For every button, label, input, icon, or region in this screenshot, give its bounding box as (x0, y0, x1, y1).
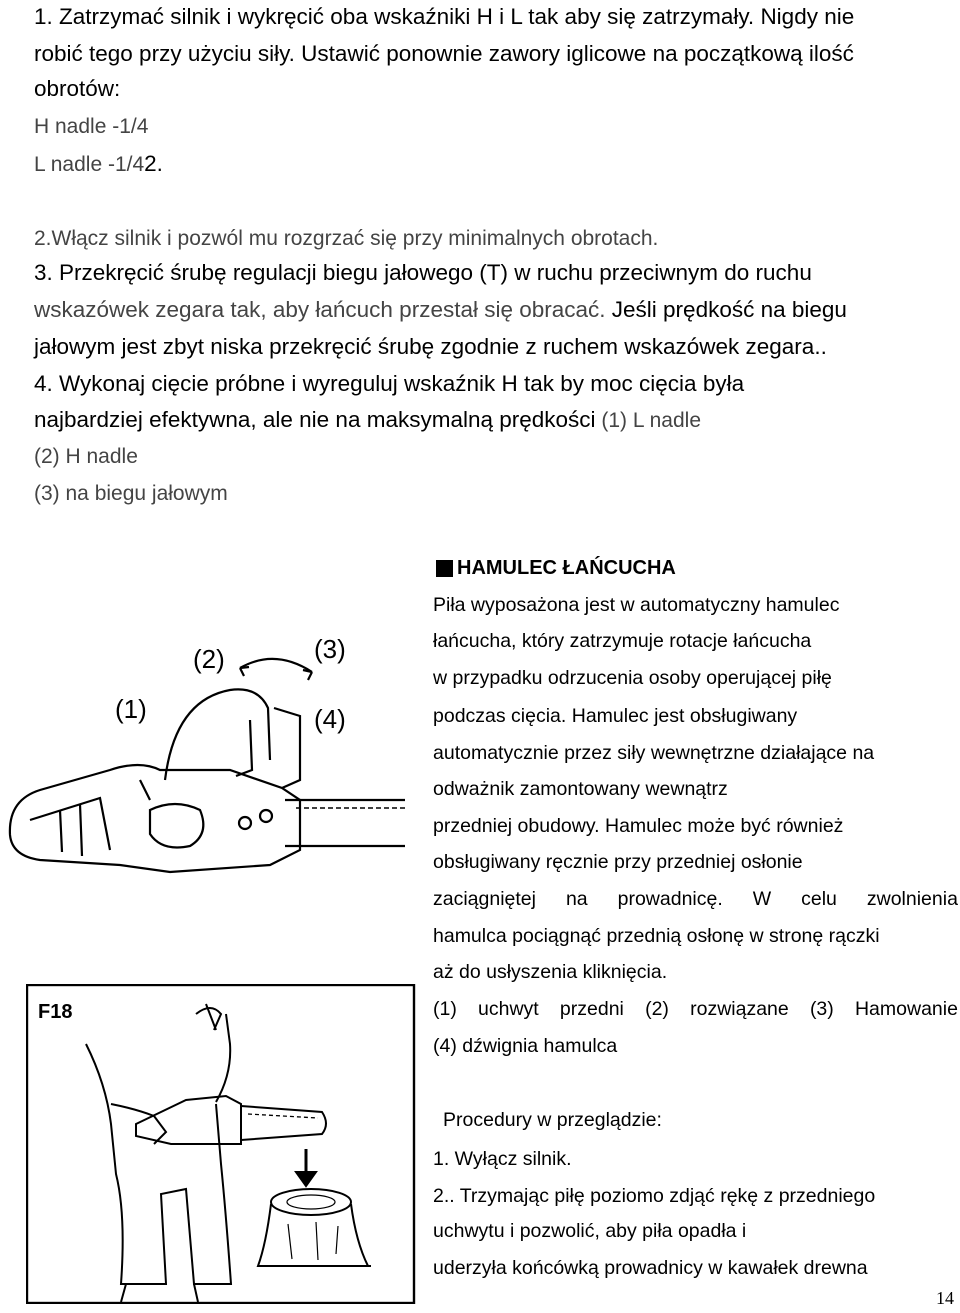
chain-brake-heading (436, 555, 676, 581)
f18-label: F18 (38, 1001, 73, 1023)
step3-line2a: wskazówek zegara tak, aby łańcuch przestał się obracać. (34, 297, 606, 322)
figure-label-2: (2) (193, 644, 225, 674)
word: (1) (433, 998, 457, 1020)
brake-line: łańcucha, który zatrzymuje rotacje łańcucha (433, 630, 812, 652)
legend-idle: (3) na biegu jałowym (34, 482, 228, 505)
word: przedni (559, 998, 624, 1020)
figure-label-3: (3) (314, 634, 346, 664)
procedure-step: uchwytu i pozwolić, aby piła opadła i (433, 1220, 747, 1242)
word: celu (801, 888, 837, 910)
step3-line3: jałowym jest zbyt niska przekręcić śrubę zgodnie z ruchem wskazówek zegara.. (34, 334, 827, 359)
legend-h-nadle: (2) H nadle (34, 445, 138, 468)
step3-line1: 3. Przekręcić śrubę regulacji biegu jałowego (T) w ruchu przeciwnym do ruchu (34, 260, 812, 285)
brake-line: przedniej obudowy. Hamulec może być również (433, 815, 844, 837)
h-nadle-setting: H nadle -1/4 (34, 115, 149, 138)
word: (3) (809, 998, 834, 1020)
brake-line: hamulca pociągnąć przednią osłonę w stronę rączki (433, 925, 880, 947)
l-nadle-text: L nadle -1/4 (34, 153, 145, 176)
l-nadle-suffix: 2. (144, 151, 163, 176)
step3-line2b: Jeśli prędkość na biegu (605, 297, 847, 322)
figure-label-4: (4) (314, 704, 346, 734)
step4-line1: 4. Wykonaj cięcie próbne i wyreguluj wskaźnik H tak by moc cięcia była (34, 371, 745, 396)
page-number: 14 (936, 1288, 954, 1308)
word: W (752, 888, 772, 910)
procedure-heading: Procedury w przeglądzie: (443, 1109, 662, 1131)
word: zwolnienia (866, 888, 958, 910)
brake-line: podczas cięcia. Hamulec jest obsługiwany (433, 705, 798, 727)
step1-line1: 1. Zatrzymać silnik i wykręcić oba wskaźniki H i L tak aby się zatrzymały. Nigdy nie (34, 4, 855, 29)
brake-line: automatycznie przez siły wewnętrzne działające na (433, 742, 875, 764)
word: (2) (645, 998, 669, 1020)
brake-line: obsługiwany ręcznie przy przedniej osłonie (433, 851, 803, 873)
square-bullet-icon (436, 560, 453, 577)
chain-brake-title: HAMULEC ŁAŃCUCHA (457, 557, 676, 579)
word: rozwiązane (690, 998, 789, 1020)
step4-line2 (34, 407, 701, 434)
procedure-step: 1. Wyłącz silnik. (433, 1148, 572, 1170)
step2-line: 2.Włącz silnik i pozwól mu rozgrzać się przy minimalnych obrotach. (34, 227, 659, 250)
brake-line-justified (433, 886, 958, 912)
step3-line2 (34, 297, 847, 323)
word: na (565, 888, 588, 910)
procedure-step: uderzyła końcówką prowadnicy w kawałek drewna (433, 1257, 868, 1279)
brake-parts-legend (433, 996, 958, 1022)
brake-legend-last: (4) dźwignia hamulca (433, 1035, 618, 1057)
brake-line: aż do usłyszenia kliknięcia. (433, 961, 668, 983)
figure-label-1: (1) (115, 694, 147, 724)
step1-line2: robić tego przy użyciu siły. Ustawić ponownie zawory iglicowe na początkową ilość (34, 41, 854, 66)
word: Hamowanie (854, 998, 958, 1020)
word: prowadnicę. (617, 888, 723, 910)
step4-line2b: (1) L nadle (595, 409, 701, 432)
step1-line3: obrotów: (34, 76, 121, 101)
chain-brake-figure (0, 620, 410, 950)
brake-line: odważnik zamontowany wewnątrz (433, 778, 728, 800)
f18-figure (26, 984, 416, 1304)
l-nadle-setting (34, 151, 163, 178)
word: uchwyt (478, 998, 539, 1020)
brake-line: Piła wyposażona jest w automatyczny hamulec (433, 594, 840, 616)
brake-line: w przypadku odrzucenia osoby operującej piłę (433, 667, 832, 689)
step4-line2a: najbardziej efektywna, ale nie na maksymalną prędkości (34, 407, 596, 432)
procedure-step: 2.. Trzymając piłę poziomo zdjąć rękę z przedniego (433, 1185, 876, 1207)
word: zaciągniętej (433, 888, 536, 910)
